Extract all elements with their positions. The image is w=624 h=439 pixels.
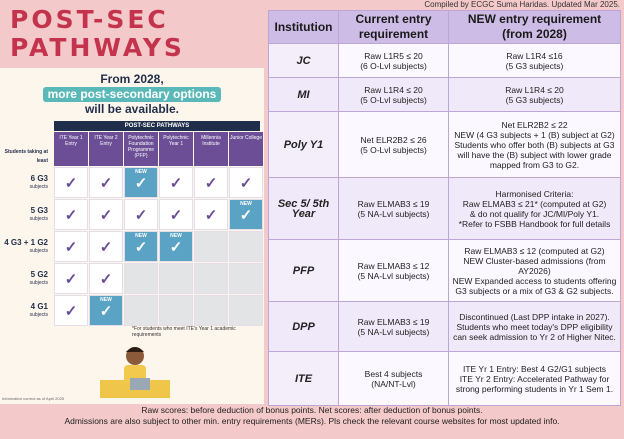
current-requirement-cell xyxy=(339,178,449,240)
student-illustration xyxy=(100,342,170,398)
new-requirement-cell xyxy=(449,112,621,178)
empty-cell xyxy=(124,295,158,326)
check-icon: ✓ xyxy=(134,207,148,224)
current-requirement-cell xyxy=(339,78,449,112)
header-new: NEW entry requirement (from 2028) xyxy=(449,11,621,44)
pathways-infographic xyxy=(0,68,264,404)
pathway-row-sublabel: subjects xyxy=(29,216,48,222)
title-line-2: PATHWAYS xyxy=(10,33,185,62)
current-requirement-cell xyxy=(339,44,449,78)
requirement-line: ITE Yr 1 Entry: Best 4 G2/G1 subjects xyxy=(463,363,606,374)
check-icon: ✓ xyxy=(134,175,148,192)
check-cell xyxy=(54,295,88,326)
pathway-row-sublabel: subjects xyxy=(29,248,48,254)
pathway-column-header: Junior College xyxy=(229,132,263,166)
institution-cell: MI xyxy=(269,78,339,112)
new-requirement-cell xyxy=(449,78,621,112)
current-requirement-cell xyxy=(339,112,449,178)
check-icon: ✓ xyxy=(64,175,78,192)
check-icon: ✓ xyxy=(169,207,183,224)
requirement-line: Discontinued (Last DPP intake in 2027). xyxy=(459,311,610,322)
empty-cell xyxy=(194,263,228,294)
check-cell xyxy=(159,199,193,230)
pathway-row-sublabel: subjects xyxy=(29,280,48,286)
header-current: Current entry requirement xyxy=(339,11,449,44)
empty-cell xyxy=(159,263,193,294)
heading-line-1: From 2028, xyxy=(100,72,164,86)
pathway-row-sublabel: subjects xyxy=(29,184,48,190)
requirement-line: Raw ELMAB3 ≤ 19 xyxy=(357,198,430,209)
new-tag: NEW xyxy=(135,233,147,239)
requirement-line: Raw ELMAB3 ≤ 19 xyxy=(357,316,430,327)
requirement-line: Raw L1R4 ≤ 20 xyxy=(505,84,564,95)
empty-cell xyxy=(229,231,263,262)
requirement-line: Students who meet today's DPP eligibility can seek admission to Yr 2 of Higher Nitec. xyxy=(453,321,616,342)
table-row xyxy=(269,44,621,78)
table-row xyxy=(269,78,621,112)
check-icon: ✓ xyxy=(64,271,78,288)
new-requirement-cell xyxy=(449,352,621,406)
entry-requirements-table xyxy=(268,10,621,406)
requirement-line: Raw L1R5 ≤ 20 xyxy=(364,50,423,61)
new-requirement-cell xyxy=(449,302,621,352)
requirement-line: (6 O-Lvl subjects) xyxy=(360,60,427,71)
page-title xyxy=(10,6,260,62)
check-cell xyxy=(54,167,88,198)
check-icon: ✓ xyxy=(99,175,113,192)
requirement-line: Students who offer both (B) subjects at G3 will have the (B) subject with lower grade mapped from G3 to G2. xyxy=(454,139,615,170)
table-row xyxy=(269,352,621,406)
check-cell xyxy=(89,263,123,294)
pathway-column-header: ITE Year 2 Entry xyxy=(89,132,123,166)
pathway-row-label: 5 G2 subjects xyxy=(2,270,48,288)
empty-cell xyxy=(194,295,228,326)
check-icon: ✓ xyxy=(239,207,253,224)
check-icon: ✓ xyxy=(64,303,78,320)
check-cell xyxy=(159,231,193,262)
infographic-footnote: *For students who meet ITE's Year 1 academic requirements xyxy=(132,326,236,338)
requirement-line: (5 NA-Lvl subjects) xyxy=(357,208,430,219)
new-tag: NEW xyxy=(135,169,147,175)
check-cell xyxy=(159,167,193,198)
pathways-table-title: POST-SEC PATHWAYS xyxy=(54,121,260,131)
requirement-line: (5 O-Lvl subjects) xyxy=(360,94,427,105)
check-icon: ✓ xyxy=(64,207,78,224)
requirement-line: (5 G3 subjects) xyxy=(505,94,564,105)
new-tag: NEW xyxy=(170,233,182,239)
institution-cell: PFP xyxy=(269,240,339,302)
institution-cell: Sec 5/ 5th Year xyxy=(269,178,339,240)
pathway-row-label: 6 G3 subjects xyxy=(2,174,48,192)
pathway-row-label: 4 G1 subjects xyxy=(2,302,48,320)
pathway-column-header: ITE Year 1 Entry xyxy=(54,132,88,166)
footer-line-1: Raw scores: before deduction of bonus points. Net scores: after deduction of bonus points. xyxy=(141,405,483,415)
requirement-line: Raw ELMAB3 ≤ 21* (computed at G2) xyxy=(462,198,607,209)
requirement-line: Raw ELMAB3 ≤ 12 xyxy=(357,260,430,271)
infographic-heading xyxy=(0,72,264,117)
new-requirement-cell xyxy=(449,178,621,240)
current-requirement-cell xyxy=(339,352,449,406)
new-tag: NEW xyxy=(240,201,252,207)
check-cell xyxy=(54,263,88,294)
check-icon: ✓ xyxy=(99,207,113,224)
pathway-column-header: Millennia Institute xyxy=(194,132,228,166)
requirement-line: NEW Expanded access to students offering G3 subjects or a mix of G3 & G2 subjects. xyxy=(452,275,617,296)
requirement-line: Net ELR2B2 ≤ 22 xyxy=(501,119,568,130)
pathway-row-label: 5 G3 subjects xyxy=(2,206,48,224)
check-cell xyxy=(89,231,123,262)
check-icon: ✓ xyxy=(99,271,113,288)
pathway-column-header: Polytechnic Year 1 xyxy=(159,132,193,166)
check-cell xyxy=(89,167,123,198)
requirement-line: Net ELR2B2 ≤ 26 xyxy=(360,134,427,145)
table-row xyxy=(269,112,621,178)
heading-line-3: will be available. xyxy=(84,102,180,116)
empty-cell xyxy=(229,263,263,294)
table-row xyxy=(269,178,621,240)
check-icon: ✓ xyxy=(169,175,183,192)
requirement-line: Raw ELMAB3 ≤ 12 (computed at G2) xyxy=(464,245,605,256)
empty-cell xyxy=(159,295,193,326)
check-cell xyxy=(89,295,123,326)
requirement-line: & do not qualify for JC/MI/Poly Y1. xyxy=(469,208,600,219)
current-requirement-cell xyxy=(339,240,449,302)
check-cell xyxy=(124,167,158,198)
requirement-line: Best 4 subjects xyxy=(364,368,423,379)
empty-cell xyxy=(124,263,158,294)
pathway-column-header: Polytechnic Foundation Programme (PFP) xyxy=(124,132,158,166)
pathway-row-label: 4 G3 + 1 G2 subjects xyxy=(2,238,48,256)
check-cell xyxy=(194,199,228,230)
table-row xyxy=(269,240,621,302)
empty-cell xyxy=(229,295,263,326)
check-icon: ✓ xyxy=(204,207,218,224)
check-icon: ✓ xyxy=(99,239,113,256)
title-line-1: POST-SEC xyxy=(10,5,169,34)
requirement-line: (5 NA-Lvl subjects) xyxy=(357,326,430,337)
infographic-small-print: Information correct as of April 2025 xyxy=(2,396,65,401)
requirement-line: Raw L1R4 ≤ 20 xyxy=(364,84,423,95)
pathway-row-sublabel: subjects xyxy=(29,312,48,318)
requirement-line: (5 O-Lvl subjects) xyxy=(360,144,427,155)
requirement-line: ITE Yr 2 Entry: Accelerated Pathway for strong performing students in Yr 1 Sem 1. xyxy=(455,373,614,394)
requirement-line: NEW Cluster-based admissions (from AY2026) xyxy=(463,255,606,276)
check-icon: ✓ xyxy=(99,303,113,320)
institution-cell: ITE xyxy=(269,352,339,406)
empty-cell xyxy=(194,231,228,262)
check-cell xyxy=(54,231,88,262)
requirement-line: (5 G3 subjects) xyxy=(505,60,564,71)
check-cell xyxy=(89,199,123,230)
requirement-line: *Refer to FSBB Handbook for full details xyxy=(458,218,611,229)
header-institution: Institution xyxy=(269,11,339,44)
new-requirement-cell xyxy=(449,240,621,302)
check-icon: ✓ xyxy=(239,175,253,192)
credit-text: Compiled by ECGC Suma Haridas. Updated Mar 2025. xyxy=(424,0,620,9)
check-cell xyxy=(124,199,158,230)
institution-cell: DPP xyxy=(269,302,339,352)
check-cell xyxy=(124,231,158,262)
table-row xyxy=(269,302,621,352)
row-header: Students taking at least xyxy=(4,149,48,164)
new-requirement-cell xyxy=(449,44,621,78)
requirement-line: NEW (4 G3 subjects + 1 (B) subject at G2) xyxy=(454,129,615,140)
requirement-line: (5 NA-Lvl subjects) xyxy=(357,270,430,281)
requirement-line: Raw L1R4 ≤16 xyxy=(506,50,563,61)
requirement-line: Harmonised Criteria: xyxy=(495,188,574,199)
requirement-line: (NA/NT-Lvl) xyxy=(371,378,416,389)
current-requirement-cell xyxy=(339,302,449,352)
check-icon: ✓ xyxy=(134,239,148,256)
check-icon: ✓ xyxy=(204,175,218,192)
new-tag: NEW xyxy=(100,297,112,303)
check-cell xyxy=(194,167,228,198)
check-cell xyxy=(229,167,263,198)
check-cell xyxy=(229,199,263,230)
institution-cell: JC xyxy=(269,44,339,78)
heading-highlight: more post-secondary options xyxy=(43,87,222,102)
check-cell xyxy=(54,199,88,230)
check-icon: ✓ xyxy=(64,239,78,256)
footer-notes xyxy=(0,405,624,427)
footer-line-2: Admissions are also subject to other min. entry requirements (MERs). Pls check the relevant course websites for most updated info. xyxy=(64,416,560,426)
institution-cell: Poly Y1 xyxy=(269,112,339,178)
check-icon: ✓ xyxy=(169,239,183,256)
